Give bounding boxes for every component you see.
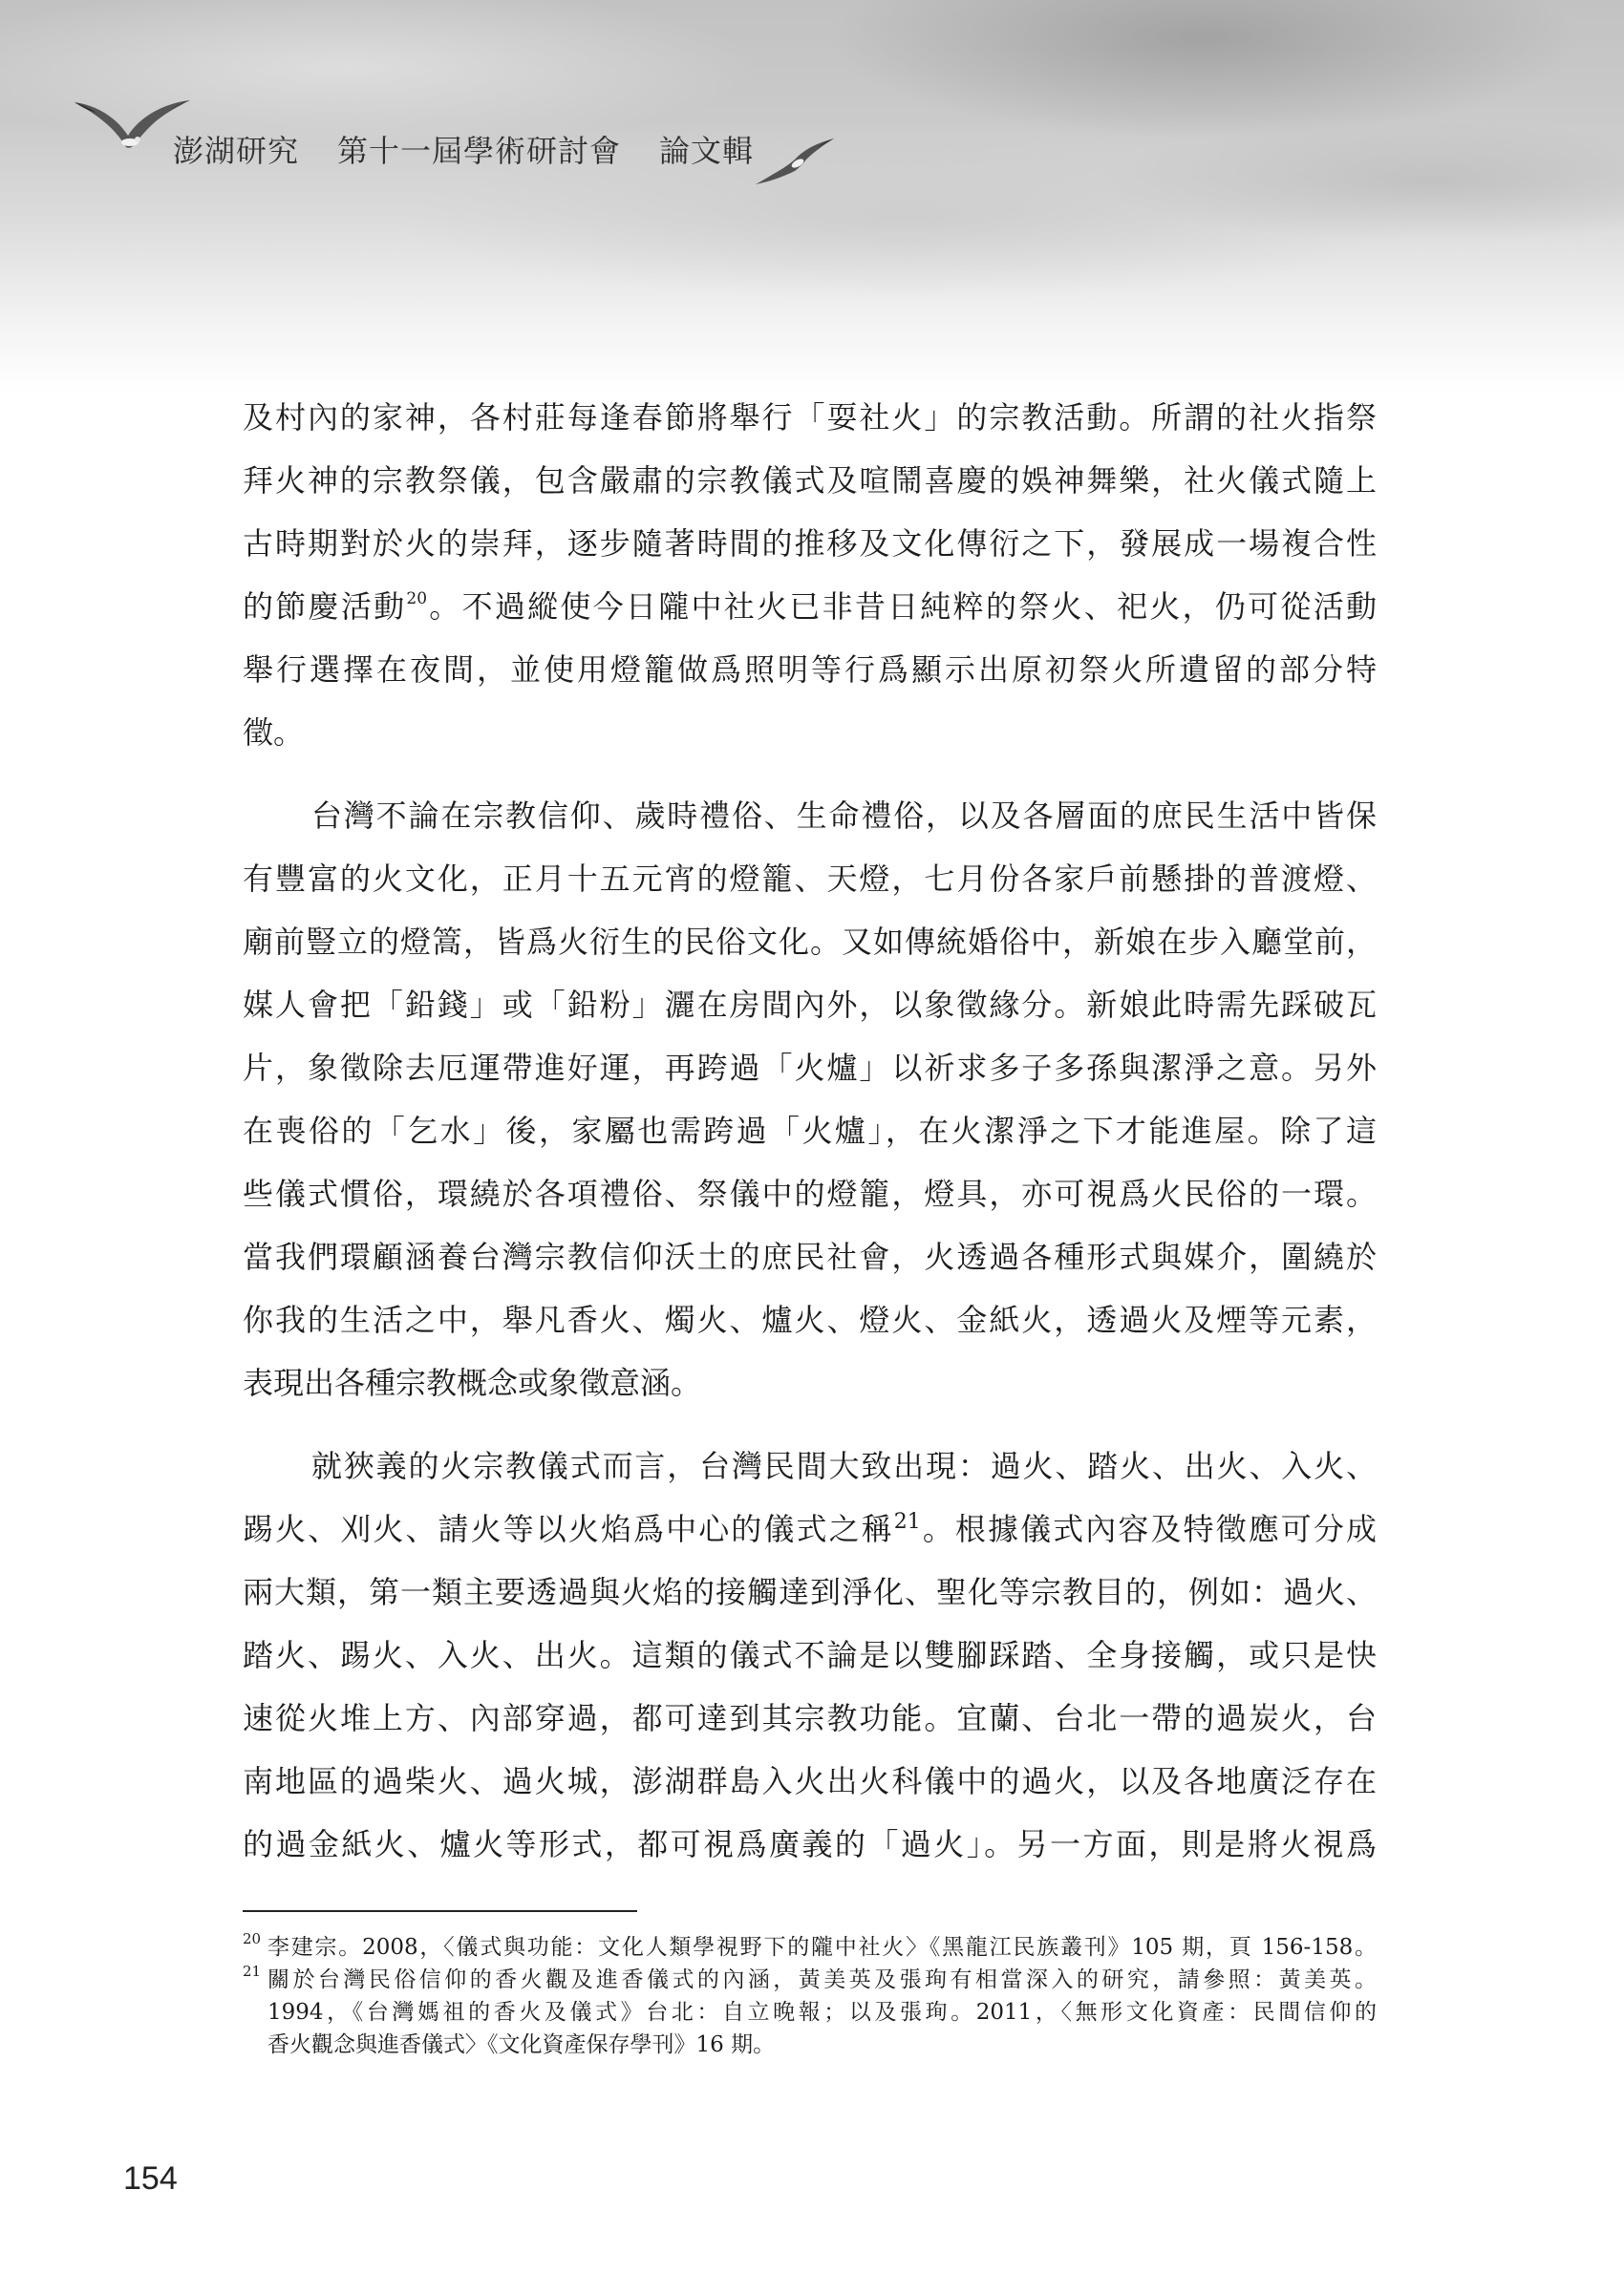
- running-head-conference: 第十一屆學術研討會: [337, 133, 622, 169]
- footnote: [243, 1931, 1377, 1964]
- body-text: [243, 386, 1377, 1876]
- footnote-line: 關於台灣民俗信仰的香火觀及進香儀式的內涵，黃美英及張珣有相當深入的研究，請參照：黃美英。: [267, 1967, 1377, 1992]
- text-line: 徵。: [243, 714, 305, 751]
- footnote-number: 21: [243, 1963, 262, 1980]
- footnote-separator: [243, 1910, 637, 1912]
- text-segment: 。不過縱使今日隴中社火已非昔日純粹的祭火、祀火，仍可從活動: [427, 588, 1377, 625]
- paragraph: [243, 386, 1377, 764]
- text-line: 南地區的過柴火、過火城，澎湖群島入火出火科儀中的過火，以及各地廣泛存在: [243, 1763, 1377, 1799]
- footnote-line: 李建宗。2008，〈儀式與功能：文化人類學視野下的隴中社火〉《黑龍江民族叢刊》105 期，頁 156-158。: [267, 1935, 1377, 1960]
- text-line: 台灣不論在宗教信仰、歲時禮俗、生命禮俗，以及各層面的庶民生活中皆保: [311, 797, 1377, 834]
- text-line: 當我們環顧涵養台灣宗教信仰沃土的庶民社會，火透過各種形式與媒介，圍繞於: [243, 1239, 1377, 1275]
- footnote-reference: 21: [893, 1510, 921, 1534]
- footnote-line: 香火觀念與進香儀式〉《文化資產保存學刊》16 期。: [267, 2032, 776, 2057]
- text-line: 舉行選擇在夜間，並使用燈籠做爲照明等行爲顯示出原初祭火所遺留的部分特: [243, 651, 1377, 688]
- running-head-proceedings: 論文輯: [659, 133, 755, 169]
- text-segment: 的節慶活動: [243, 588, 407, 625]
- text-line: 的過金紙火、爐火等形式，都可視爲廣義的「過火」。另一方面，則是將火視爲: [243, 1826, 1377, 1862]
- text-line: [243, 575, 1377, 638]
- text-line: 有豐富的火文化，正月十五元宵的燈籠、天燈，七月份各家戶前懸掛的普渡燈、: [243, 861, 1377, 897]
- paragraph: [243, 784, 1377, 1414]
- footnote-reference: 20: [406, 589, 428, 608]
- running-head: [173, 135, 754, 167]
- footnotes: [243, 1931, 1377, 2061]
- text-line: 些儀式慣俗，環繞於各項禮俗、祭儀中的燈籠，燈具，亦可視爲火民俗的一環。: [243, 1176, 1377, 1212]
- text-line: 媒人會把「鉛錢」或「鉛粉」灑在房間內外，以象徵緣分。新娘此時需先踩破瓦: [243, 987, 1377, 1023]
- text-segment: 。根據儀式內容及特徵應可分成: [920, 1511, 1377, 1547]
- seagull-icon: [755, 137, 835, 186]
- text-line: 你我的生活之中，舉凡香火、燭火、爐火、燈火、金紙火，透過火及煙等元素，: [243, 1302, 1377, 1338]
- text-line: 兩大類，第一類主要透過與火焰的接觸達到淨化、聖化等宗教目的，例如：過火、: [243, 1574, 1377, 1610]
- text-line: 就狹義的火宗教儀式而言，台灣民間大致出現：過火、踏火、出火、入火、: [311, 1448, 1377, 1484]
- footnote-line: 1994，《台灣媽祖的香火及儀式》台北：自立晚報；以及張珣。2011，〈無形文化資產：民間信仰的: [267, 2000, 1377, 2025]
- paragraph: [243, 1435, 1377, 1876]
- text-line: 及村內的家神，各村莊每逢春節將舉行「耍社火」的宗教活動。所謂的社火指祭: [243, 399, 1377, 436]
- text-segment: 踢火、刈火、請火等以火焰爲中心的儀式之稱: [243, 1511, 894, 1547]
- text-line: 表現出各種宗教概念或象徵意涵。: [243, 1365, 702, 1401]
- text-line: 踏火、踢火、入火、出火。這類的儀式不論是以雙腳踩踏、全身接觸，或只是快: [243, 1637, 1377, 1673]
- text-line: 廟前豎立的燈篙，皆爲火衍生的民俗文化。又如傳統婚俗中，新娘在步入廳堂前，: [243, 924, 1377, 960]
- text-line: 片，象徵除去厄運帶進好運，再跨過「火爐」以祈求多子多孫與潔淨之意。另外: [243, 1050, 1377, 1086]
- footnote-number: 20: [243, 1930, 262, 1947]
- header-banner: [0, 0, 1624, 392]
- running-head-journal: 澎湖研究: [173, 133, 300, 169]
- text-line: [243, 1498, 1377, 1561]
- page-number: 154: [123, 2160, 178, 2197]
- footnote: [243, 1964, 1377, 2061]
- text-line: 速從火堆上方、內部穿過，都可達到其宗教功能。宜蘭、台北一帶的過炭火，台: [243, 1700, 1377, 1736]
- text-line: 古時期對於火的崇拜，逐步隨著時間的推移及文化傳衍之下，發展成一場複合性: [243, 525, 1377, 562]
- text-line: 在喪俗的「乞水」後，家屬也需跨過「火爐」，在火潔淨之下才能進屋。除了這: [243, 1113, 1377, 1149]
- text-line: 拜火神的宗教祭儀，包含嚴肅的宗教儀式及喧鬧喜慶的娛神舞樂，社火儀式隨上: [243, 462, 1377, 499]
